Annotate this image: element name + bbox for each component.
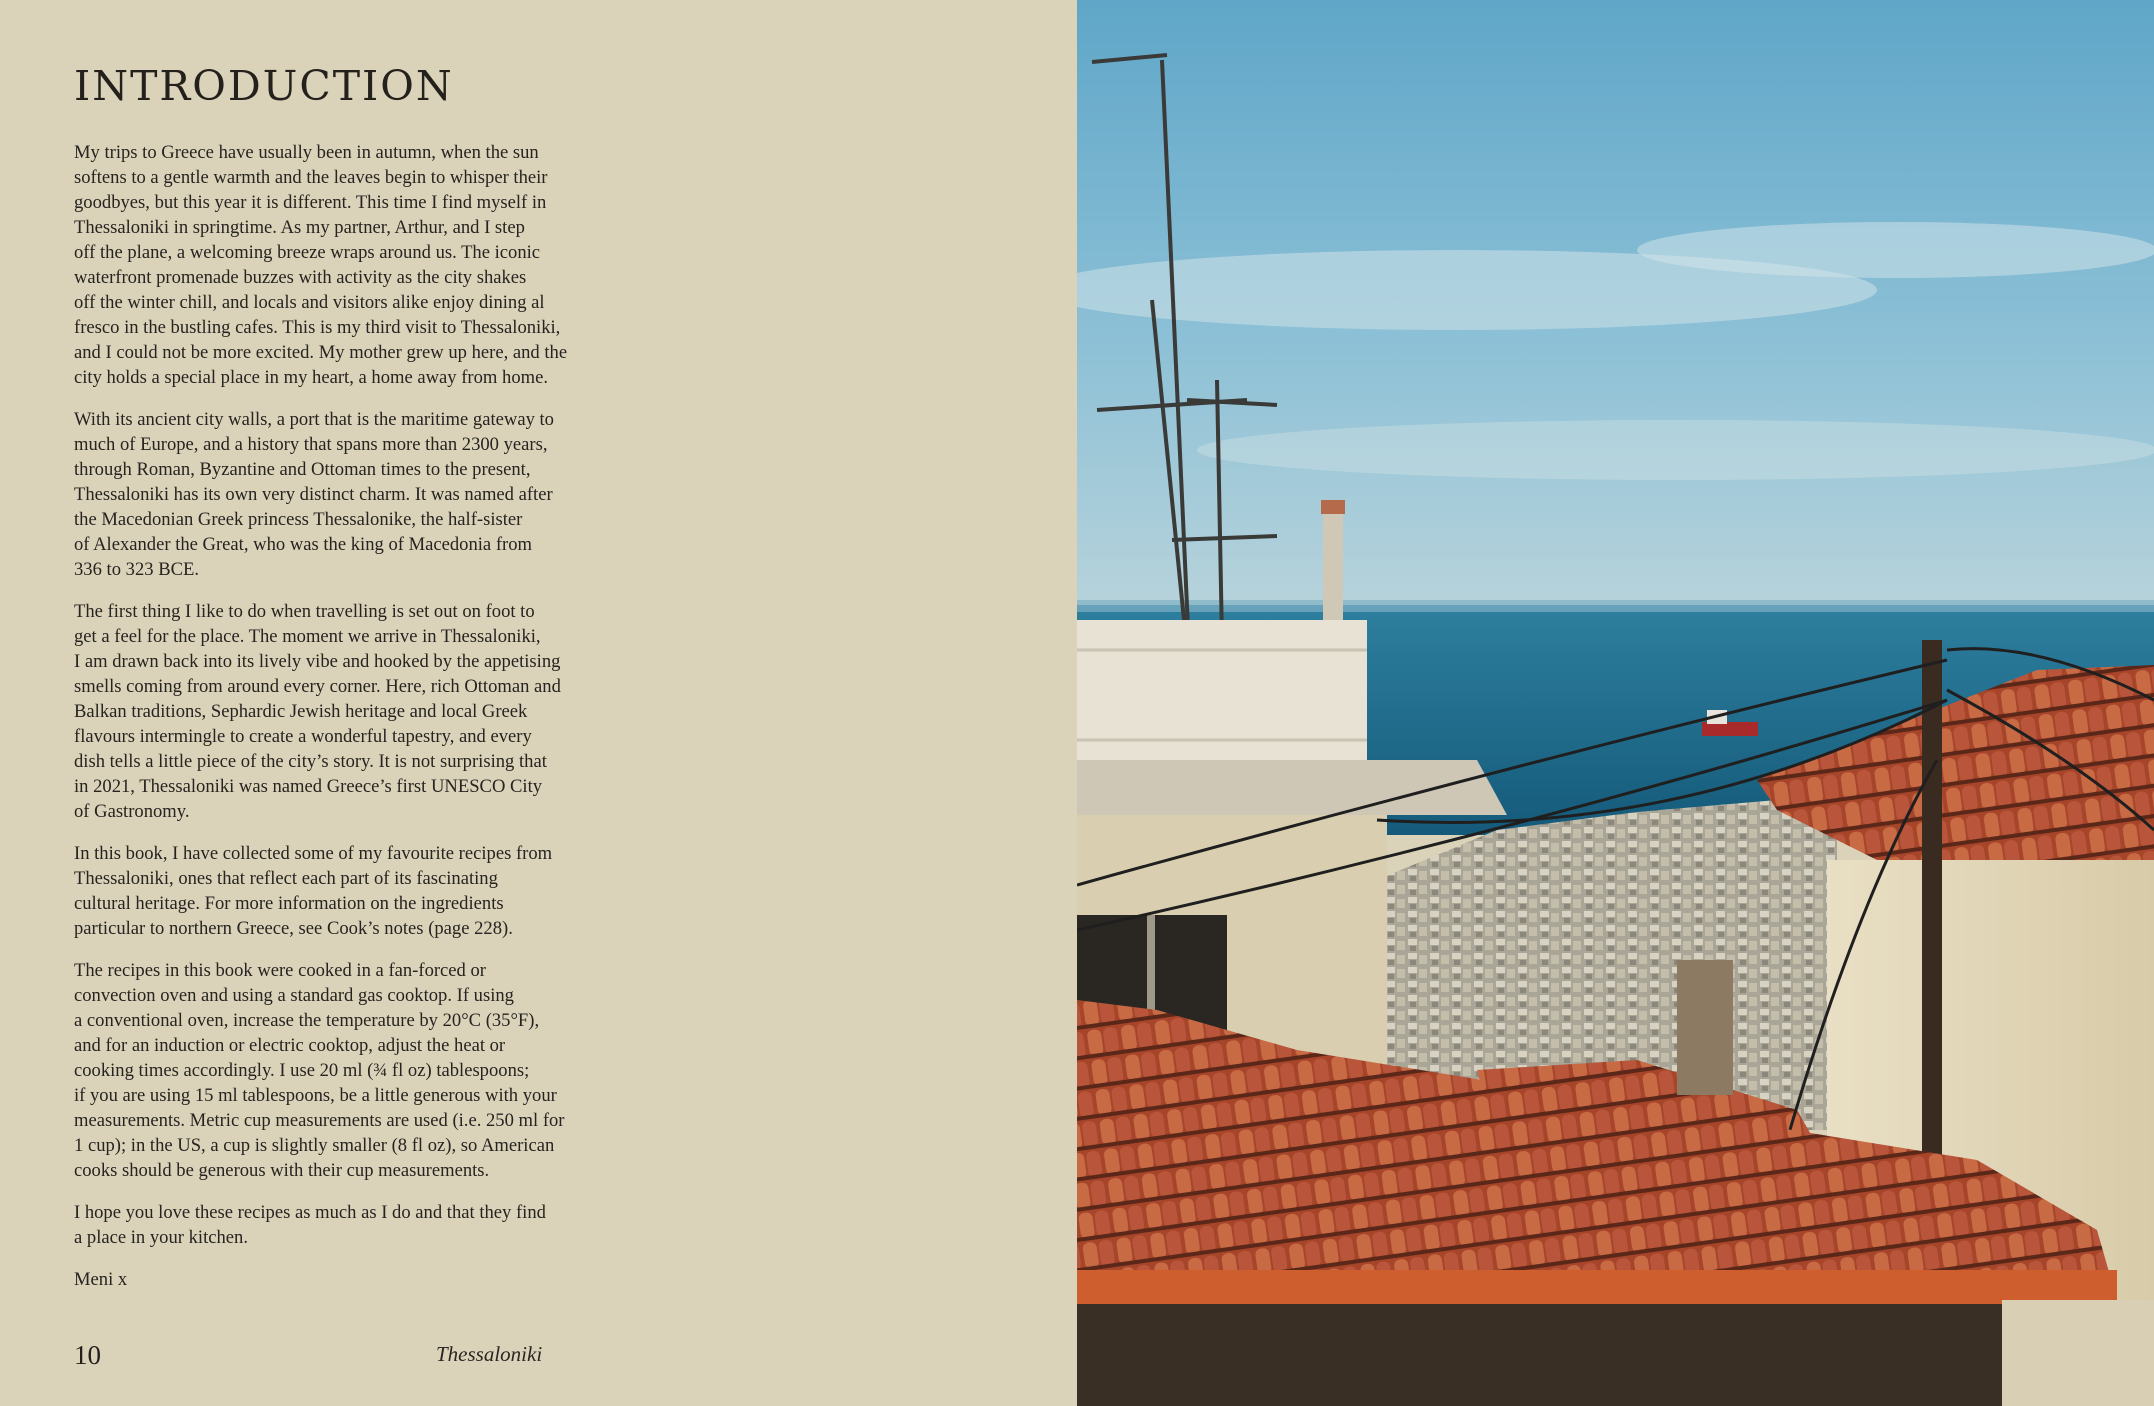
text-line: I am drawn back into its lively vibe and hooked by the appetising [74,651,561,672]
text-line: of Alexander the Great, who was the king of Macedonia from [74,534,532,555]
text-line: through Roman, Byzantine and Ottoman times to the present, [74,459,531,480]
text-line: get a feel for the place. The moment we arrive in Thessaloniki, [74,626,541,647]
text-line: softens to a gentle warmth and the leaves begin to whisper their [74,167,548,188]
text-line: waterfront promenade buzzes with activity as the city shakes [74,267,527,288]
text-line: Thessaloniki, ones that reflect each part of its fascinating [74,868,498,889]
text-line: Thessaloniki has its own very distinct charm. It was named after [74,484,553,505]
intro-body [74,140,674,1309]
cloud [1637,222,2154,278]
text-line: and I could not be more excited. My mother grew up here, and the [74,342,568,363]
utility-pole [1922,640,1942,1210]
text-line: smells coming from around every corner. Here, rich Ottoman and [74,676,561,697]
text-line: Meni x [74,1269,128,1290]
text-line: the Macedonian Greek princess Thessalonike, the half-sister [74,509,523,530]
text-line: Balkan traditions, Sephardic Jewish heritage and local Greek [74,701,528,722]
text-line: The first thing I like to do when travelling is set out on foot to [74,601,535,622]
text-line: I hope you love these recipes as much as I do and that they find [74,1202,546,1223]
cloud [1197,420,2154,480]
text-line: off the plane, a welcoming breeze wraps around us. The iconic [74,242,541,263]
text-line: city holds a special place in my heart, a home away from home. [74,367,548,388]
page-number: 10 [74,1340,101,1370]
chapter-title: INTRODUCTION [74,62,454,110]
text-line: of Gastronomy. [74,801,190,822]
text-line: if you are using 15 ml tablespoons, be a little generous with your [74,1085,557,1106]
text-line: In this book, I have collected some of my favourite recipes from [74,843,553,864]
text-line: goodbyes, but this year it is different. This time I find myself in [74,192,547,213]
small-chimney [1677,960,1733,1095]
text-line: off the winter chill, and locals and visitors alike enjoy dining al [74,292,545,313]
text-line: cultural heritage. For more information on the ingredients [74,893,504,914]
text-line: convection oven and using a standard gas cooktop. If using [74,985,514,1006]
paragraph [74,1267,674,1292]
paragraph [74,1200,674,1250]
text-line: a place in your kitchen. [74,1227,248,1248]
running-head: Thessaloniki [436,1342,543,1366]
text-line: in 2021, Thessaloniki was named Greece’s first UNESCO City [74,776,543,797]
paragraph [74,599,674,824]
text-line: much of Europe, and a history that spans more than 2300 years, [74,434,548,455]
paragraph [74,140,674,390]
text-line: The recipes in this book were cooked in a fan-forced or [74,960,486,981]
paragraph [74,958,674,1183]
text-line: 336 to 323 BCE. [74,559,199,580]
text-line: cooks should be generous with their cup measurements. [74,1160,490,1181]
chimney [1323,510,1343,635]
text-line: a conventional oven, increase the temperature by 20°C (35°F), [74,1010,540,1031]
text-line: particular to northern Greece, see Cook’s notes (page 228). [74,918,513,939]
text-line: flavours intermingle to create a wonderful tapestry, and every [74,726,532,747]
thessaloniki-rooftops-photo [1077,0,2154,1406]
lower-wall [1077,1304,2154,1406]
text-line: measurements. Metric cup measurements are used (i.e. 250 ml for [74,1110,565,1131]
text-line: With its ancient city walls, a port that is the maritime gateway to [74,409,554,430]
paragraph [74,841,674,941]
text-line: My trips to Greece have usually been in autumn, when the sun [74,142,539,163]
text-line: 1 cup); in the US, a cup is slightly smaller (8 fl oz), so American [74,1135,555,1156]
paragraph [74,407,674,582]
text-line: cooking times accordingly. I use 20 ml (¾ fl oz) tablespoons; [74,1060,530,1081]
text-line: fresco in the bustling cafes. This is my third visit to Thessaloniki, [74,317,561,338]
text-line: dish tells a little piece of the city’s story. It is not surprising that [74,751,547,772]
roof-gutter [1077,1270,2117,1304]
text-line: and for an induction or electric cooktop, adjust the heat or [74,1035,506,1056]
text-line: Thessaloniki in springtime. As my partner, Arthur, and I step [74,217,525,238]
